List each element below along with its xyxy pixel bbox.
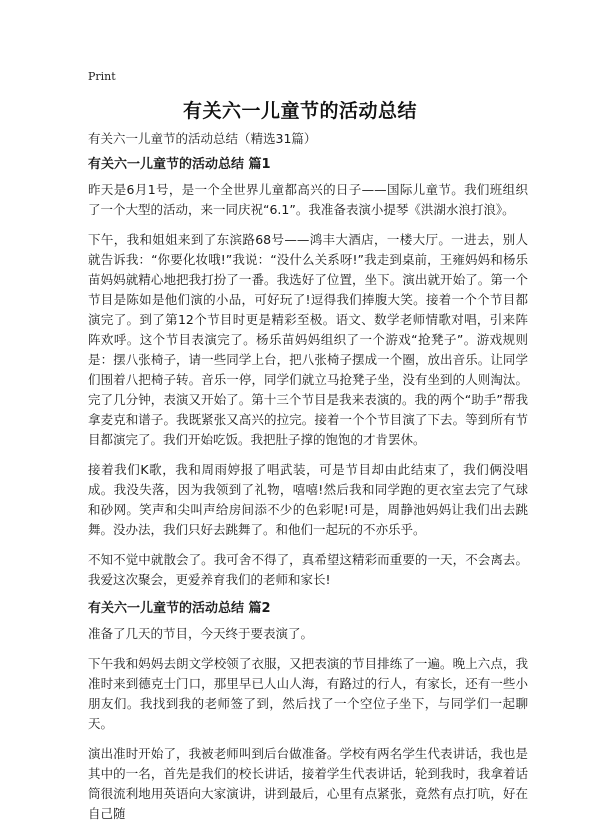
- section-2: [88, 600, 528, 824]
- paragraph: 准备了几天的节目，今天终于要表演了。: [88, 626, 314, 641]
- document-title: 有关六一儿童节的活动总结: [182, 100, 417, 122]
- paragraph: 演出准时开始了，我被老师叫到后台做准备。学校有两名学生代表讲话，我也是其中的一名，首先是我们的校长讲话，接着学生代表讲话，轮到我时，我拿着话筒很流利地用英语向大家演讲，讲到最后，心里有点紧张，竟然有点打吭，好在自己随: [88, 746, 528, 821]
- print-label[interactable]: Print: [88, 70, 116, 83]
- paragraph: 昨天是6月1号，是一个全世界儿童都高兴的日子——国际儿童节。我们班组织了一个大型的活动，来一同庆祝“6.1”。我准备表演小提琴《洪湖水浪打浪》。: [88, 182, 528, 217]
- paragraph: 接着我们K歌，我和周雨婷报了唱武装，可是节目却由此结束了，我们俩没唱成。我没失落，因为我领到了礼物，嘻嘻!然后我和同学跑的更衣室去完了气球和砂网。笑声和尖叫声给房间添不少的色彩呢!可是，周静池妈妈让我们出去跳舞。没办法，我们只好去跳舞了。和他们一起玩的不亦乐乎。: [88, 462, 528, 537]
- section-heading: 有关六一儿童节的活动总结 篇1: [88, 157, 271, 172]
- document-subtitle: 有关六一儿童节的活动总结（精选31篇）: [88, 131, 317, 146]
- section-1: [88, 156, 528, 590]
- section-heading: 有关六一儿童节的活动总结 篇2: [88, 601, 271, 616]
- paragraph: 下午，我和姐姐来到了东滨路68号——鸿丰大酒店，一楼大厅。一进去，别人就告诉我：“你要化妆哦!”我说：“没什么关系呀!”我走到桌前，王雍妈妈和杨乐苗妈妈就精心地把我打扮了一番。我选好了位置，坐下。演出就开始了。第一个节目是陈如是他们演的小品，可好玩了!逗得我们捧腹大笑。接着一个个节目都演完了。到了第12个节目时更是精彩至极。语文、数学老师情歌对唱，引来阵阵欢呼。这个节目表演完了。杨乐苗妈妈组织了一个游戏“抢凳子”。游戏规则是：摆八张椅子，请一些同学上台，把八张椅子摆成一个圈，放出音乐。让同学们围着八把椅子转。音乐一停，同学们就立马抢凳子坐，没有坐到的人则淘汰。完了几分钟，表演又开始了。第十三个节目是我来表演的。我的两个“助手”帮我拿麦克和谱子。我既紧张又高兴的拉完。接着一个个节目演了下去。等到所有节目都演完了。我们开始吃饭。我把肚子撑的饱饱的才肯罢休。: [88, 232, 528, 447]
- paragraph: 下午我和妈妈去朗文学校领了衣服，又把表演的节目排练了一遍。晚上六点，我准时来到德克士门口，那里早已人山人海，有路过的行人，有家长，还有一些小朋友们。我找到我的老师签了到，然后找了一个空位子坐下，与同学们一起聊天。: [88, 656, 528, 731]
- document-body: [88, 130, 528, 834]
- paragraph: 不知不觉中就散会了。我可舍不得了，真希望这精彩而重要的一天，不会离去。我爱这次聚会，更爱养育我们的老师和家长!: [88, 552, 528, 587]
